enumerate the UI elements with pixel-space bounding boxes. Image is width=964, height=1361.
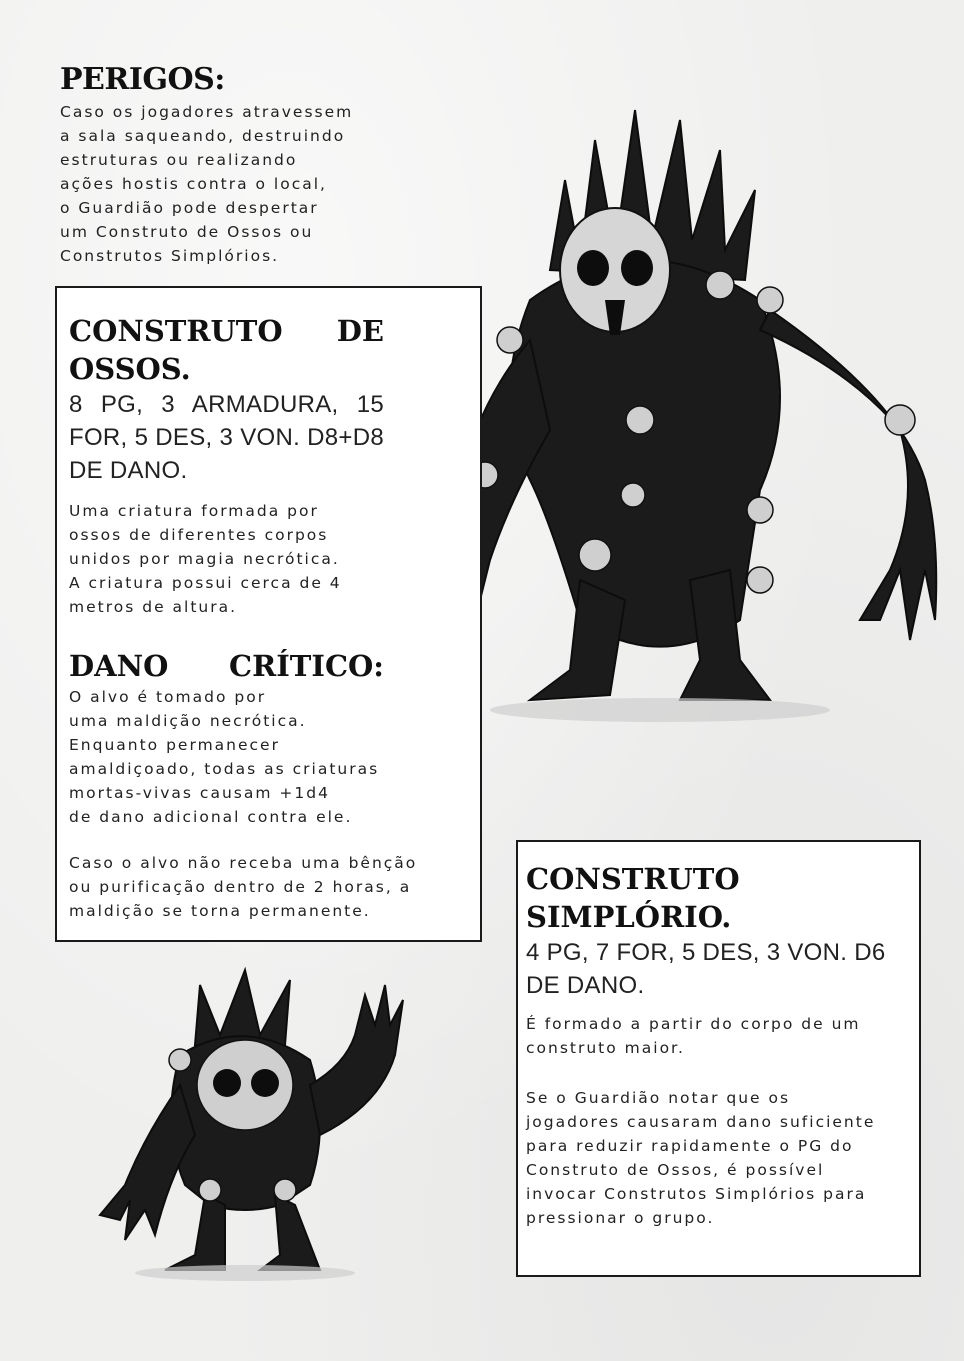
bone-construct-stats: 8 PG, 3 ARMADURA, 15 FOR, 5 DES, 3 VON. D8+D8 DE DANO. <box>69 391 384 484</box>
perigos-text: Caso os jogadores atravessem a sala saqueando, destruindo estruturas ou realizando ações hostis contra o local, o Guardião pode despertar um Construto de Ossos ou Construtos Simplórios. <box>60 103 354 265</box>
simple-construct-description: É formado a partir do corpo de um construto maior. <box>526 1015 861 1057</box>
bone-construct-title-line1: CONSTRUTO DE <box>69 314 384 348</box>
simple-construct-illustration <box>85 965 415 1285</box>
simple-construct-statblock <box>516 840 921 1277</box>
simple-construct-stats: 4 PG, 7 FOR, 5 DES, 3 VON. D6 DE DANO. <box>526 939 886 999</box>
perigos-title: PERIGOS: <box>60 62 225 97</box>
bone-construct-statblock <box>55 286 482 942</box>
bone-construct-description: Uma criatura formada por ossos de diferentes corpos unidos por magia necrótica. A criatura possui cerca de 4 metros de altura. <box>69 502 342 616</box>
critical-damage-title: DANO CRÍTICO: <box>69 649 384 683</box>
simple-construct-title-line1: CONSTRUTO <box>526 862 740 896</box>
critical-damage-text: O alvo é tomado por uma maldição necrótica. Enquanto permanecer amaldiçoado, todas as criaturas mortas-vivas causam +1d4 de dano adicional contra ele. <box>69 688 380 826</box>
critical-damage-text-2: Caso o alvo não receba uma bênção ou purificação dentro de 2 horas, a maldição se torna permanente. <box>69 854 418 920</box>
simple-construct-description-2: Se o Guardião notar que os jogadores causaram dano suficiente para reduzir rapidamente o PG do Construto de Ossos, é possível invocar Construtos Simplórios para pressionar o grupo. <box>526 1089 876 1227</box>
bone-construct-title-line2: OSSOS. <box>69 352 191 386</box>
perigos-section <box>60 60 390 268</box>
simple-construct-title-line2: SIMPLÓRIO. <box>526 900 732 934</box>
